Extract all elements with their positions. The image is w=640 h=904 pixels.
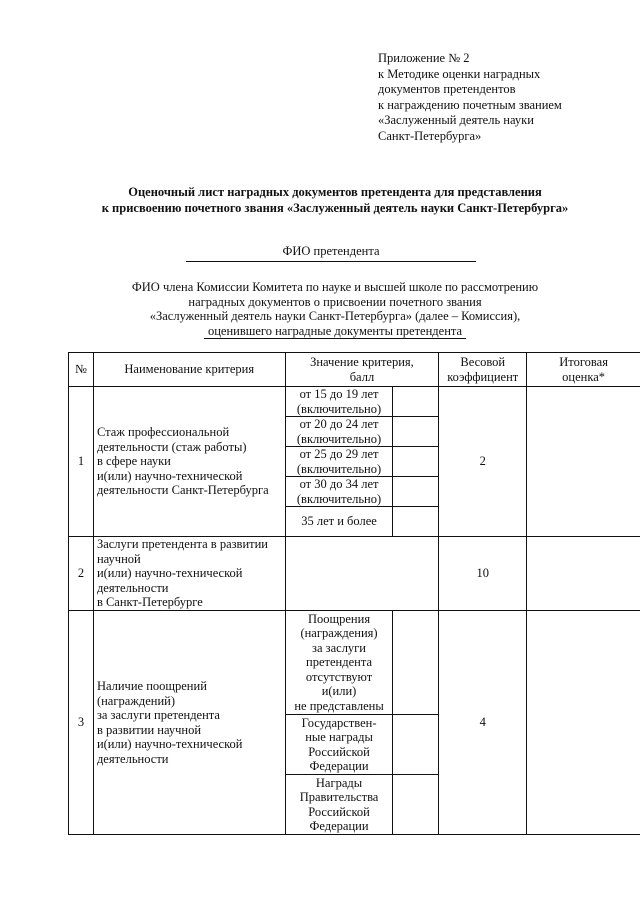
row2-num: 2 [69,537,94,611]
candidate-name-label: ФИО претендента [282,244,380,258]
row1-option-2: от 20 до 24 лет (включительно) [285,417,393,447]
table-row [69,537,640,611]
header-total: Итоговая оценка* [527,353,640,387]
table-row [69,387,640,417]
commission-line-3: «Заслуженный деятель науки Санкт-Петербурга» (далее – Комиссия), [149,309,521,323]
row1-weight: 2 [439,387,527,537]
appendix-line: «Заслуженный деятель науки [378,113,534,127]
row1-total-cell[interactable] [527,387,640,537]
row1-option-4: от 30 до 34 лет (включительно) [285,477,393,507]
row1-option-1: от 15 до 19 лет (включительно) [285,387,393,417]
title-line-2: к присвоению почетного звания «Заслуженный деятель науки Санкт-Петербурга» [101,200,569,215]
row1-option-3: от 25 до 29 лет (включительно) [285,447,393,477]
document-title [60,185,610,216]
row3-criterion: Наличие поощрений (награждений) за заслуги претендента в развитии научной и(или) научно-технической деятельности [93,611,285,835]
row2-criterion: Заслуги претендента в развитии научной и(или) научно-технической деятельности в Санкт-Петербурге [93,537,285,611]
row1-option-5: 35 лет и более [285,507,393,537]
row2-value-cell[interactable] [285,537,439,611]
row3-num: 3 [69,611,94,835]
row3-total-cell[interactable] [527,611,640,835]
row1-score-cell-4[interactable] [393,477,439,507]
appendix-line: к Методике оценки наградных [378,66,541,81]
row3-option-1: Поощрения (награждения) за заслуги претендента отсутствуют и(или) не представлены [285,611,393,715]
row3-option-3: Награды Правительства Российской Федерации [285,775,393,835]
row3-option-2: Государствен- ные награды Российской Федерации [285,715,393,775]
commission-member-caption [100,280,570,339]
appendix-line: к награждению почетным званием [378,97,562,112]
commission-line-1: ФИО члена Комиссии Комитета по науке и высшей школе по рассмотрению [131,280,539,294]
row2-total-cell[interactable] [527,537,640,611]
row3-score-cell-1[interactable] [393,611,439,715]
appendix-line: Санкт-Петербурга» [378,128,482,143]
appendix-note [378,51,562,144]
row2-weight: 10 [439,537,527,611]
evaluation-table [68,352,640,835]
row3-score-cell-2[interactable] [393,715,439,775]
candidate-name-field [186,244,476,262]
row1-score-cell-5[interactable] [393,507,439,537]
appendix-line: документов претендентов [378,82,516,96]
row3-weight: 4 [439,611,527,835]
commission-line-2: наградных документов о присвоении почетного звания [188,294,482,309]
table-row [69,611,640,715]
table-header-row [69,353,640,387]
header-criterion-name: Наименование критерия [93,353,285,387]
header-weight: Весовой коэффициент [439,353,527,387]
commission-line-4: оценившего наградные документы претендента [204,324,466,340]
row1-score-cell-3[interactable] [393,447,439,477]
header-num: № [69,353,94,387]
row1-score-cell-2[interactable] [393,417,439,447]
title-line-1: Оценочный лист наградных документов претендента для представления [128,185,542,199]
row1-criterion: Стаж профессиональной деятельности (стаж работы) в сфере науки и(или) научно-технической деятельности Санкт-Петербурга [93,387,285,537]
row3-score-cell-3[interactable] [393,775,439,835]
appendix-line: Приложение № 2 [378,51,470,65]
row1-num: 1 [69,387,94,537]
header-criterion-value: Значение критерия, балл [285,353,439,387]
row1-score-cell-1[interactable] [393,387,439,417]
